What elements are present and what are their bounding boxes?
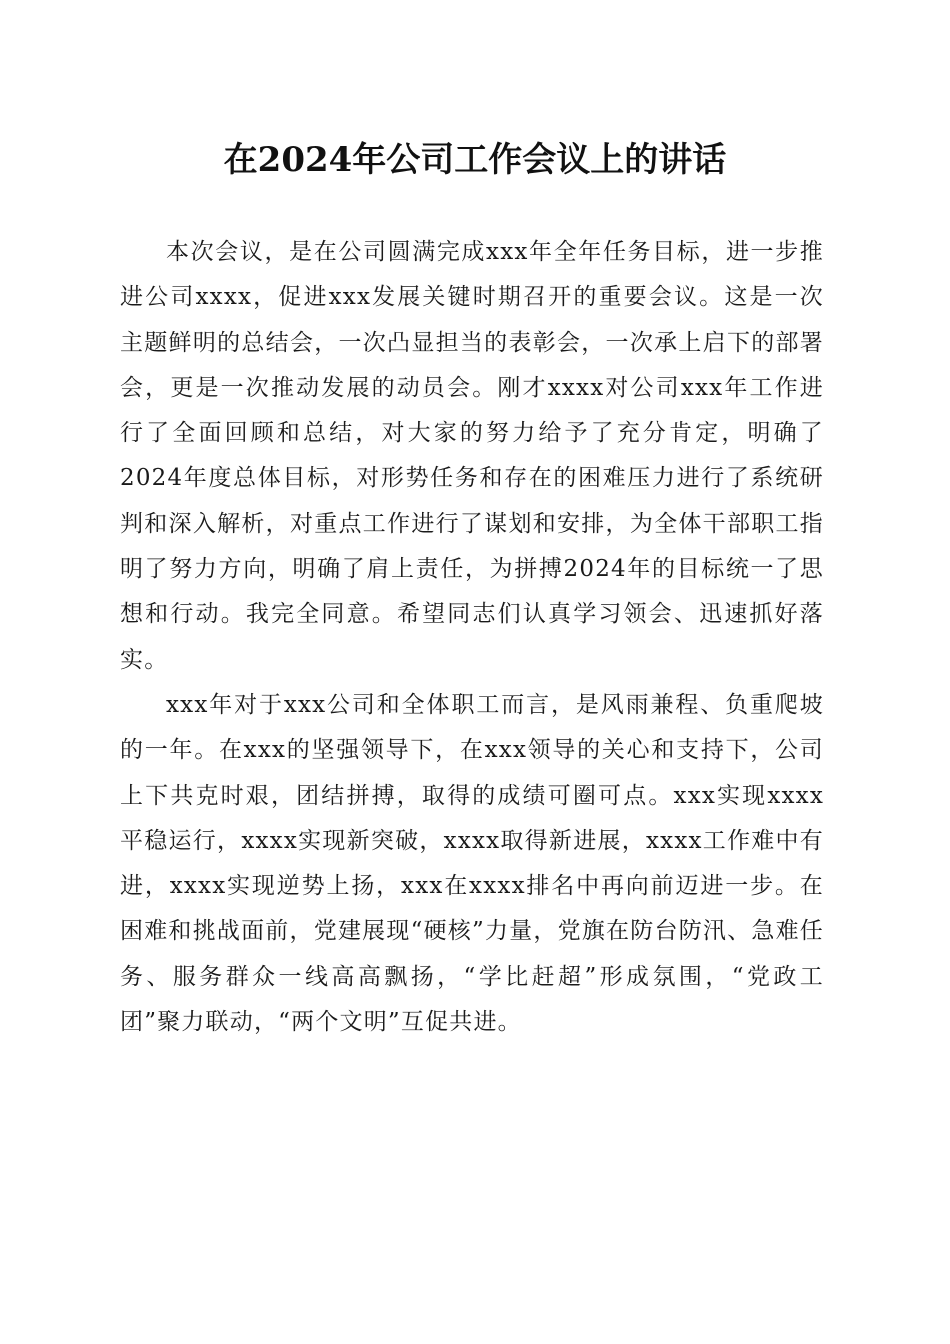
document-body — [120, 230, 824, 1045]
paragraph-1: 本次会议，是在公司圆满完成xxx年全年任务目标，进一步推进公司xxxx，促进xxx发展关键时期召开的重要会议。这是一次主题鲜明的总结会，一次凸显担当的表彰会，一次承上启下的部署会，更是一次推动发展的动员会。刚才xxxx对公司xxx年工作进行了全面回顾和总结，对大家的努力给予了充分肯定，明确了2024年度总体目标，对形势任务和存在的困难压力进行了系统研判和深入解析，对重点工作进行了谋划和安排，为全体干部职工指明了努力方向，明确了肩上责任，为拼搏2024年的目标统一了思想和行动。我完全同意。希望同志们认真学习领会、迅速抓好落实。 — [120, 239, 824, 673]
document-title: 在2024年公司工作会议上的讲话 — [223, 140, 727, 180]
paragraph-2: xxx年对于xxx公司和全体职工而言，是风雨兼程、负重爬坡的一年。在xxx的坚强领导下，在xxx领导的关心和支持下，公司上下共克时艰，团结拼搏，取得的成绩可圈可点。xxx实现xxxx平稳运行，xxxx实现新突破，xxxx取得新进展，xxxx工作难中有进，xxxx实现逆势上扬，xxx在xxxx排名中再向前迈进一步。在困难和挑战面前，党建展现“硬核”力量，党旗在防台防汛、急难任务、服务群众一线高高飘扬，“学比赶超”形成氛围，“党政工团”聚力联动，“两个文明”互促共进。 — [120, 691, 824, 1036]
